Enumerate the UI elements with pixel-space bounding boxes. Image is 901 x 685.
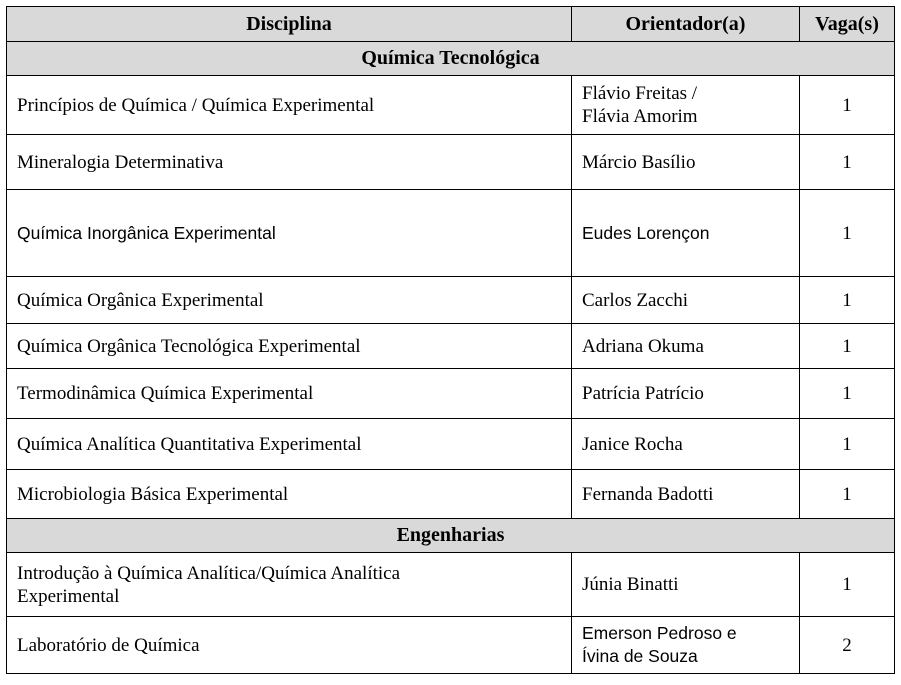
- disciplina-cell: Laboratório de Química: [7, 617, 572, 674]
- vagas-cell: 1: [800, 369, 895, 419]
- orientador-line: Ívina de Souza: [582, 646, 698, 666]
- vagas-cell: 1: [800, 190, 895, 277]
- table-row: [7, 369, 895, 419]
- orientador-cell: Adriana Okuma: [572, 324, 800, 369]
- table-row: [7, 190, 895, 277]
- orientador-cell: Júnia Binatti: [572, 553, 800, 617]
- orientador-cell: Márcio Basílio: [572, 135, 800, 190]
- orientador-cell: Fernanda Badotti: [572, 470, 800, 519]
- vagas-cell: 1: [800, 553, 895, 617]
- table-row: [7, 617, 895, 674]
- disciplina-cell: Química Orgânica Tecnológica Experimental: [7, 324, 572, 369]
- orientador-cell: Carlos Zacchi: [572, 277, 800, 324]
- disciplina-cell: [7, 553, 572, 617]
- orientador-line: Flávio Freitas /: [582, 83, 698, 104]
- section-row: [7, 42, 895, 76]
- section-title: Química Tecnológica: [7, 42, 895, 76]
- table-row: [7, 135, 895, 190]
- table-row: [7, 76, 895, 135]
- vagas-cell: 2: [800, 617, 895, 674]
- disciplina-cell: Mineralogia Determinativa: [7, 135, 572, 190]
- table-row: [7, 324, 895, 369]
- disciplina-cell: Química Analítica Quantitativa Experimental: [7, 419, 572, 470]
- table-row: [7, 419, 895, 470]
- orientador-line: Flávia Amorim: [582, 106, 698, 127]
- vagas-cell: 1: [800, 419, 895, 470]
- disciplina-cell: Química Orgânica Experimental: [7, 277, 572, 324]
- table-row: [7, 277, 895, 324]
- disciplina-cell: Química Inorgânica Experimental: [7, 190, 572, 277]
- vacancies-table: [6, 6, 895, 674]
- orientador-cell: [572, 617, 800, 674]
- header-disciplina: Disciplina: [7, 7, 572, 42]
- orientador-line: Emerson Pedroso e: [582, 623, 737, 643]
- table-row: [7, 470, 895, 519]
- header-orientador: Orientador(a): [572, 7, 800, 42]
- disciplina-line: Introdução à Química Analítica/Química Analítica: [17, 562, 401, 584]
- vagas-cell: 1: [800, 76, 895, 135]
- vagas-cell: 1: [800, 324, 895, 369]
- disciplina-cell: Termodinâmica Química Experimental: [7, 369, 572, 419]
- disciplina-line: Experimental: [17, 585, 120, 607]
- table-header-row: [7, 7, 895, 42]
- orientador-cell: Eudes Lorençon: [572, 190, 800, 277]
- orientador-cell: Patrícia Patrício: [572, 369, 800, 419]
- section-title: Engenharias: [7, 519, 895, 553]
- section-row: [7, 519, 895, 553]
- vagas-cell: 1: [800, 277, 895, 324]
- orientador-cell: [572, 76, 800, 135]
- header-vagas: Vaga(s): [800, 7, 895, 42]
- vagas-cell: 1: [800, 135, 895, 190]
- disciplina-cell: Microbiologia Básica Experimental: [7, 470, 572, 519]
- orientador-cell: Janice Rocha: [572, 419, 800, 470]
- disciplina-cell: Princípios de Química / Química Experimental: [7, 76, 572, 135]
- table-row: [7, 553, 895, 617]
- vagas-cell: 1: [800, 470, 895, 519]
